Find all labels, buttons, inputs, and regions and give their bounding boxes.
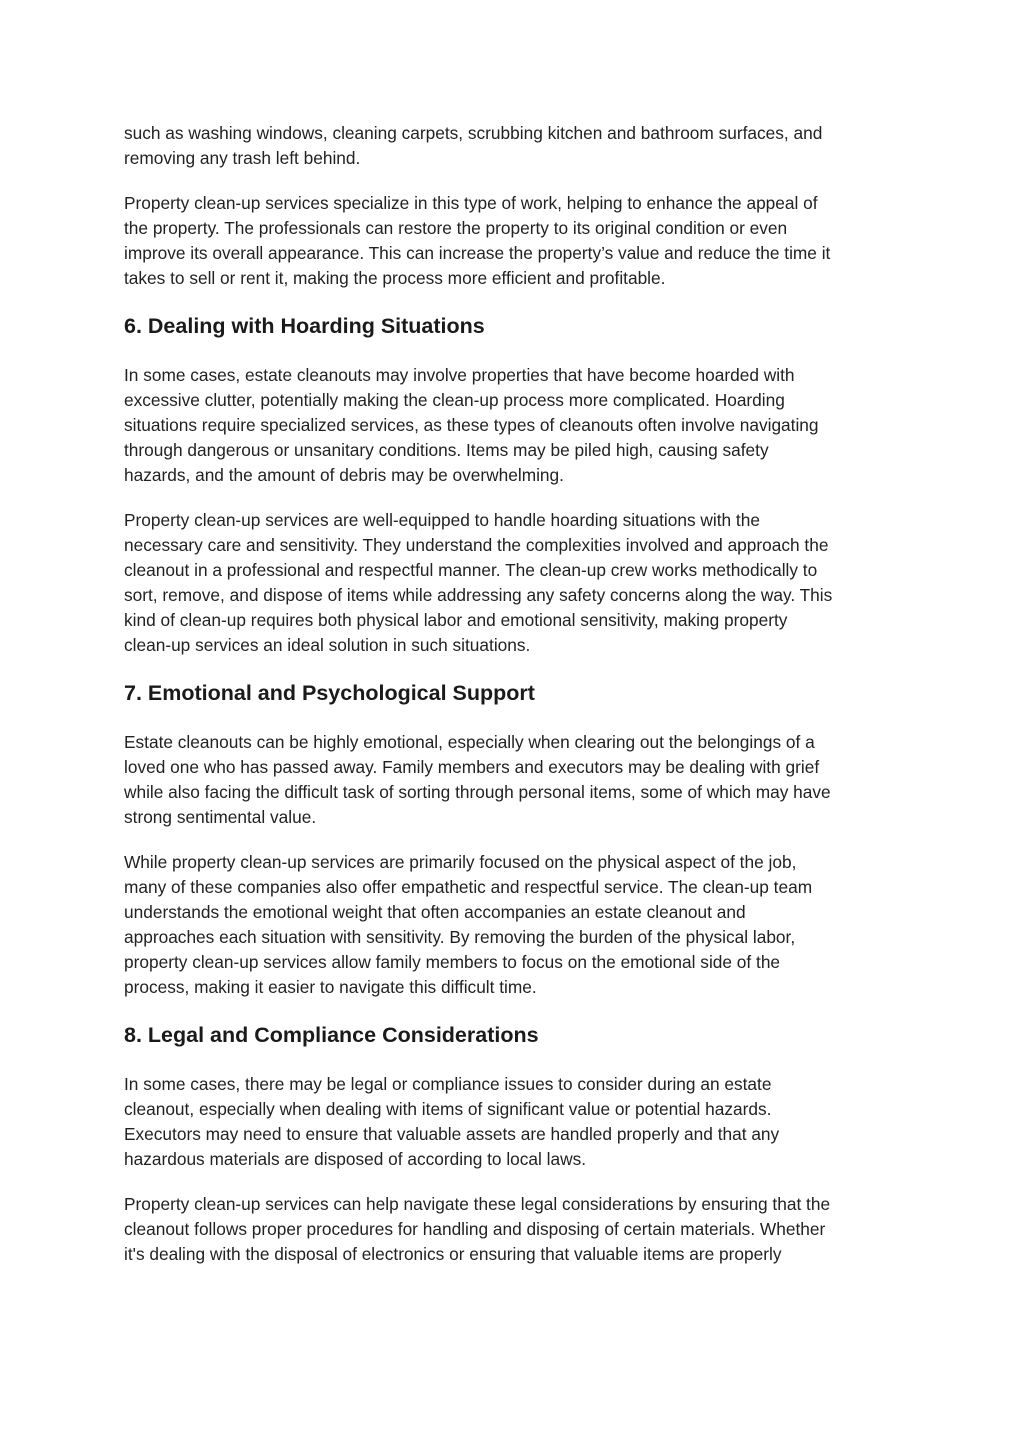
paragraph-emotional-intro: Estate cleanouts can be highly emotional, especially when clearing out the belongings of a loved one who has passed away. Family members and executors may be dealing with grief while also facing the difficult task of sorting through personal items, some of which may have strong sentimental value. (124, 732, 831, 827)
heading-hoarding: 6. Dealing with Hoarding Situations (124, 314, 485, 338)
heading-legal-compliance: 8. Legal and Compliance Considerations (124, 1023, 539, 1047)
paragraph-cleanup-appeal: Property clean-up services specialize in this type of work, helping to enhance the appeal of the property. The professionals can restore the property to its original condition or even improve its overall appearance. This can increase the property’s value and reduce the time it takes to sell or rent it, making the process more efficient and profitable. (124, 193, 831, 288)
paragraph-emotional-services: While property clean-up services are primarily focused on the physical aspect of the job, many of these companies also offer empathetic and respectful service. The clean-up team understands the emotional weight that often accompanies an estate cleanout and approaches each situation with sensitivity. By removing the burden of the physical labor, property clean-up services allow family members to focus on the emotional side of the process, making it easier to navigate this difficult time. (124, 852, 813, 997)
paragraph-hoarding-services: Property clean-up services are well-equipped to handle hoarding situations with the necessary care and sensitivity. They understand the complexities involved and approach the cleanout in a professional and respectful manner. The clean-up crew works methodically to sort, remove, and dispose of items while addressing any safety concerns along the way. This kind of clean-up requires both physical labor and emotional sensitivity, making property clean-up services an ideal solution in such situations. (124, 510, 833, 655)
paragraph-legal-intro: In some cases, there may be legal or compliance issues to consider during an estate cleanout, especially when dealing with items of significant value or potential hazards. Executors may need to ensure that valuable assets are handled properly and that any hazardous materials are disposed of according to local laws. (124, 1074, 780, 1169)
document-page (124, 121, 914, 1287)
paragraph-legal-services: Property clean-up services can help navigate these legal considerations by ensuring that the cleanout follows proper procedures for handling and disposing of certain materials. Whether it's dealing with the disposal of electronics or ensuring that valuable items are properly (124, 1194, 831, 1264)
heading-emotional-support: 7. Emotional and Psychological Support (124, 681, 535, 705)
paragraph-intro-continuation: such as washing windows, cleaning carpets, scrubbing kitchen and bathroom surfaces, and removing any trash left behind. (124, 123, 823, 168)
paragraph-hoarding-intro: In some cases, estate cleanouts may involve properties that have become hoarded with excessive clutter, potentially making the clean-up process more complicated. Hoarding situations require specialized services, as these types of cleanouts often involve navigating through dangerous or unsanitary conditions. Items may be piled high, causing safety hazards, and the amount of debris may be overwhelming. (124, 365, 819, 485)
